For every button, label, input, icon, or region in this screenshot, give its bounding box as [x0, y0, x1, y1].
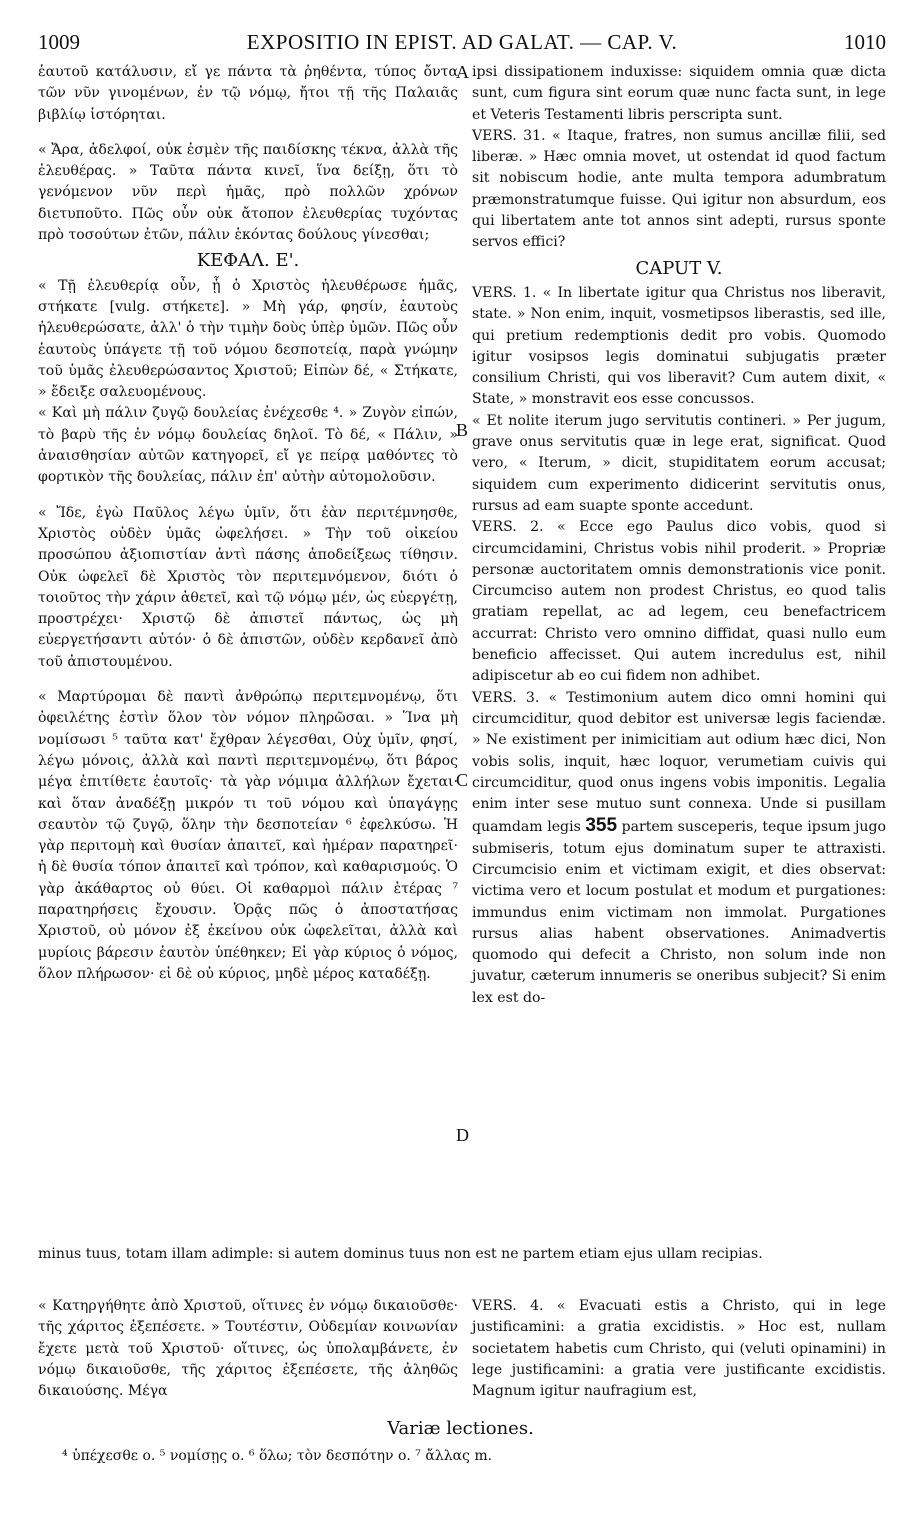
page-number-left: 1009: [38, 30, 80, 54]
greek-column-bottom: [38, 1296, 458, 1402]
page-number-right: 1010: [844, 30, 886, 54]
column-number-355: 355: [585, 815, 618, 837]
greek-paragraph: « Μαρτύρομαι δὲ παντὶ ἀνθρώπῳ περιτεμνομένῳ, ὅτι ὀφειλέτης ἐστὶν ὅλον τὸν νόμον πληρῶσαι. » Ἵνα μὴ νομίσωσι ⁵ ταῦτα κατ' ἔχθραν λέγεσθαι, Οὐχ ὑμῖν, φησί, λέγω μόνοις, ἀλλὰ καὶ παντὶ περιτεμνομένῳ, ὅτι βάρος μέγα ἐπιτίθετε ἑαυτοῖς· τὰ γὰρ νόμιμα ἀλλήλων ἔχεται· καὶ ὅταν ἀναδέξῃ μικρόν τι τοῦ νόμου καὶ ὑπαγάγῃς σεαυτὸν τῷ ζυγῷ, ὅλην τὴν δεσποτείαν ⁶ ἐφελκύσω. Ἡ γὰρ περιτομὴ καὶ θυσίαν ἀπαιτεῖ, καὶ ἡμέραν παρατηρεῖ· ἡ δὲ θυσία τόπον ἀπαιτεῖ καὶ τρόπον, καὶ καθαρισμούς. Ὁ γὰρ ἀκάθαρτος οὐ θύει. Οἱ καθαρμοὶ πάλιν ἑτέρας ⁷ παρατηρήσεις ἔχουσιν. Ὁρᾷς πῶς ὁ ἀποστατήσας Χριστοῦ, οὐ μόνον ἐξ ἐκείνου οὐκ ὠφελεῖται, ἀλλὰ καὶ μυρίοις βάρεσιν ἑαυτὸν ὑπέθηκεν; Εἰ γὰρ κύριος ὁ νόμος, ὅλον πλήρωσον· εἰ δὲ οὐ κύριος, μηδὲ μέρος καταδέξῃ.: [38, 689, 458, 982]
latin-paragraph: VERS. 2. « Ecce ego Paulus dico vobis, quod si circumcidamini, Christus vobis nihil proderit. » Propriæ personæ auctoritatem omnis demonstrationis vice ponit. Circumciso autem non prodest Christus, eo quod talis gratiam repellat, ac ad legem, ceu benefactricem accurrat: Christo vero omnino diffidat, quasi nullo eum beneficio affecisset. Qui autem incredulus est, nihil adipiscetur ab eo cui fidem non adhibet.: [472, 519, 886, 685]
latin-paragraph: VERS. 4. « Evacuati estis a Christo, qui in lege justificamini: a gratia excidistis. » Hoc est, nullam societatem habetis cum Christo, qui (veluti opinamini) in lege justificamini: a gratia vere justificante excidistis. Magnum igitur naufragium est,: [472, 1298, 886, 1400]
running-title: EXPOSITIO IN EPIST. AD GALAT. — CAP. V.: [246, 30, 678, 54]
full-width-line: minus tuus, totam illam adimple: si autem dominus tuus non est ne partem etiam ejus ullam recipias.: [38, 1246, 763, 1262]
variae-lectiones-title: Variæ lectiones.: [387, 1418, 534, 1439]
margin-marker-c: C: [456, 770, 469, 790]
latin-paragraph: ipsi dissipationem induxisse: siquidem omnia quæ dicta sunt, cum figura sint eorum quæ nunc facta sunt, in lege et Veteris Testamenti libris perscripta sunt.: [472, 64, 886, 123]
footnotes: ⁴ ὑπέχεσθε ο. ⁵ νομίσῃς ο. ⁶ ὅλω; τὸν δεσπότην ο. ⁷ ἄλλας m.: [62, 1448, 493, 1464]
latin-verse-3: VERS. 3. « Testimonium autem dico omni homini qui circumciditur, quod debitor est universæ legis faciendæ. » Ne existiment per inimicitiam aut odium hæc dici, Non vobis solis, inquit, hæc loquor, verumetiam cuivis qui circumciditur, quod onus ingens vobis imponitis. Legalia enim inter sese mutuo sunt connexa. Unde si pusillam quamdam legis: [472, 689, 886, 836]
margin-marker-a: A: [456, 62, 469, 82]
greek-paragraph: « Καὶ μὴ πάλιν ζυγῷ δουλείας ἐνέχεσθε ⁴. » Ζυγὸν εἰπών, τὸ βαρὺ τῆς ἐν νόμῳ δουλείας δηλοῖ. Τὸ δέ, « Πάλιν, » ἀναισθησίαν αὐτῶν κατηγορεῖ, εἴ γε πείρᾳ μαθόντες τὸ φορτικὸν τῆς δουλείας, πάλιν ἐπ' αὐτὴν αὐτομολοῦσιν.: [38, 405, 458, 486]
latin-column-bottom: [472, 1296, 886, 1402]
latin-paragraph: VERS. 1. « In libertate igitur qua Christus nos liberavit, state. » Non enim, inquit, vosmetipsos liberastis, sed ille, qui pretium redemptionis dedit pro vobis. Quomodo igitur vosipsos legis dominatui subjugatis præter consilium Christi, qui vos liberavit? Cum autem dixit, « State, » monstravit eos esse concussos.: [472, 284, 886, 408]
latin-chapter-heading: CAPUT V.: [635, 257, 723, 279]
greek-chapter-heading: ΚΕΦΑΛ. Ε'.: [196, 250, 300, 272]
latin-column: [472, 62, 886, 1009]
margin-marker-d: D: [456, 1125, 469, 1145]
greek-paragraph: « Ἴδε, ἐγὼ Παῦλος λέγω ὑμῖν, ὅτι ἐὰν περιτέμνησθε, Χριστὸς οὐδὲν ὑμᾶς ὠφελήσει. » Τὴν τοῦ οἰκείου προσώπου ἀξιοπιστίαν ἀντὶ πάσης ἀποδείξεως τίθησιν. Οὐκ ὠφελεῖ δὲ Χριστὸς τὸν περιτεμνόμενον, διότι ὁ τοιοῦτος τὴν χάριν ἀθετεῖ, καὶ τῷ νόμῳ μέν, ὡς εὐεργέτῃ, προστρέχει· Χριστῷ δὲ ἀπιστεῖ πάντως, ὡς μὴ εὐεργετήσαντι αὐτόν· ὁ δὲ ἀπιστῶν, οὐδὲν κερδανεῖ ἀπὸ τοῦ ἀπιστουμένου.: [38, 504, 458, 670]
greek-column: [38, 62, 458, 985]
latin-paragraph: VERS. 31. « Itaque, fratres, non sumus ancillæ filii, sed liberæ. » Hæc omnia movet, ut ostendat id quod factum sit nobiscum hodie, ante multa tempora adumbratum præmonstratumque fuisse. Qui igitur non absurdum, eos qui libertatem ante tot annos sint adepti, rursus sponte servos effici?: [472, 127, 886, 251]
greek-paragraph: ἑαυτοῦ κατάλυσιν, εἴ γε πάντα τὰ ῥηθέντα, τύπος ὄντα τῶν νῦν γινομένων, ἐν τῷ νόμῳ, ἤτοι τῇ τῆς Παλαιᾶς βιβλίῳ ἱστόρηται.: [38, 64, 458, 123]
greek-paragraph: « Τῇ ἐλευθερίᾳ οὖν, ᾗ ὁ Χριστὸς ἠλευθέρωσε ἡμᾶς, στήκατε [vulg. στήκετε]. » Μὴ γάρ, φησίν, ἑαυτοὺς ἠλευθερώσατε, ἀλλ' ὁ τὴν τιμὴν δοὺς ὑπὲρ ὑμῶν. Πῶς οὖν ἑαυτοὺς ὑπάγετε τῇ τοῦ νόμου δεσποτείᾳ, παρὰ γνώμην τοῦ ὑμᾶς ἐλευθερώσαντος Χριστοῦ; Εἰπὼν δέ, « Στήκατε, » ἔδειξε σαλευομένους.: [38, 277, 458, 401]
greek-paragraph: « Ἄρα, ἀδελφοί, οὐκ ἐσμὲν τῆς παιδίσκης τέκνα, ἀλλὰ τῆς ἐλευθέρας. » Ταῦτα πάντα κινεῖ, ἵνα δείξῃ, ὅτι τὸ γενόμενον νῦν περὶ ἡμᾶς, πρὸ πολλῶν χρόνων διετυποῦτο. Πῶς οὖν οὐκ ἄτοπον ἐλευθερίας τυχόντας πρὸ τοσούτων ἐτῶν, πάλιν ἑκόντας δούλους γίνεσθαι;: [38, 141, 458, 244]
greek-paragraph: « Κατηργήθητε ἀπὸ Χριστοῦ, οἵτινες ἐν νόμῳ δικαιοῦσθε· τῆς χάριτος ἐξεπέσετε. » Τουτέστιν, Οὐδεμίαν κοινωνίαν ἔχετε μετὰ τοῦ Χριστοῦ· οἵτινες, ὡς ὑπολαμβάνετε, ἐν νόμῳ δικαιοῦσθε, τῆς χάριτος ἐξεπέσετε, τῆς ἀληθῶς δικαιούσης. Μέγα: [38, 1298, 458, 1400]
margin-marker-b: B: [456, 420, 469, 440]
page-header: [38, 30, 886, 58]
latin-verse-3-cont: partem susceperis, teque ipsum jugo submiseris, totum ejus dominatum super te attraxisti. Circumcisio enim et victimam exigit, et dies observat: victima vero et locum postulat et modum et purgationes: immundus enim victimam non immolat. Purgationes rursus alias habent observationes. Animadvertis quomodo qui defecit a Christo, non solum inde non juvatur, cæterum innumeris se oneribus subjecit? Si enim lex est do-: [472, 819, 886, 1006]
latin-paragraph: [472, 688, 886, 1009]
latin-paragraph: « Et nolite iterum jugo servitutis contineri. » Per jugum, grave onus servitutis quæ in lege erat, significat. Quod vero, « Iterum, » dicit, stupiditatem eorum accusat; siquidem cum experimento didicerint servitutis onus, rursus ad eam suapte sponte accedunt.: [472, 412, 886, 514]
